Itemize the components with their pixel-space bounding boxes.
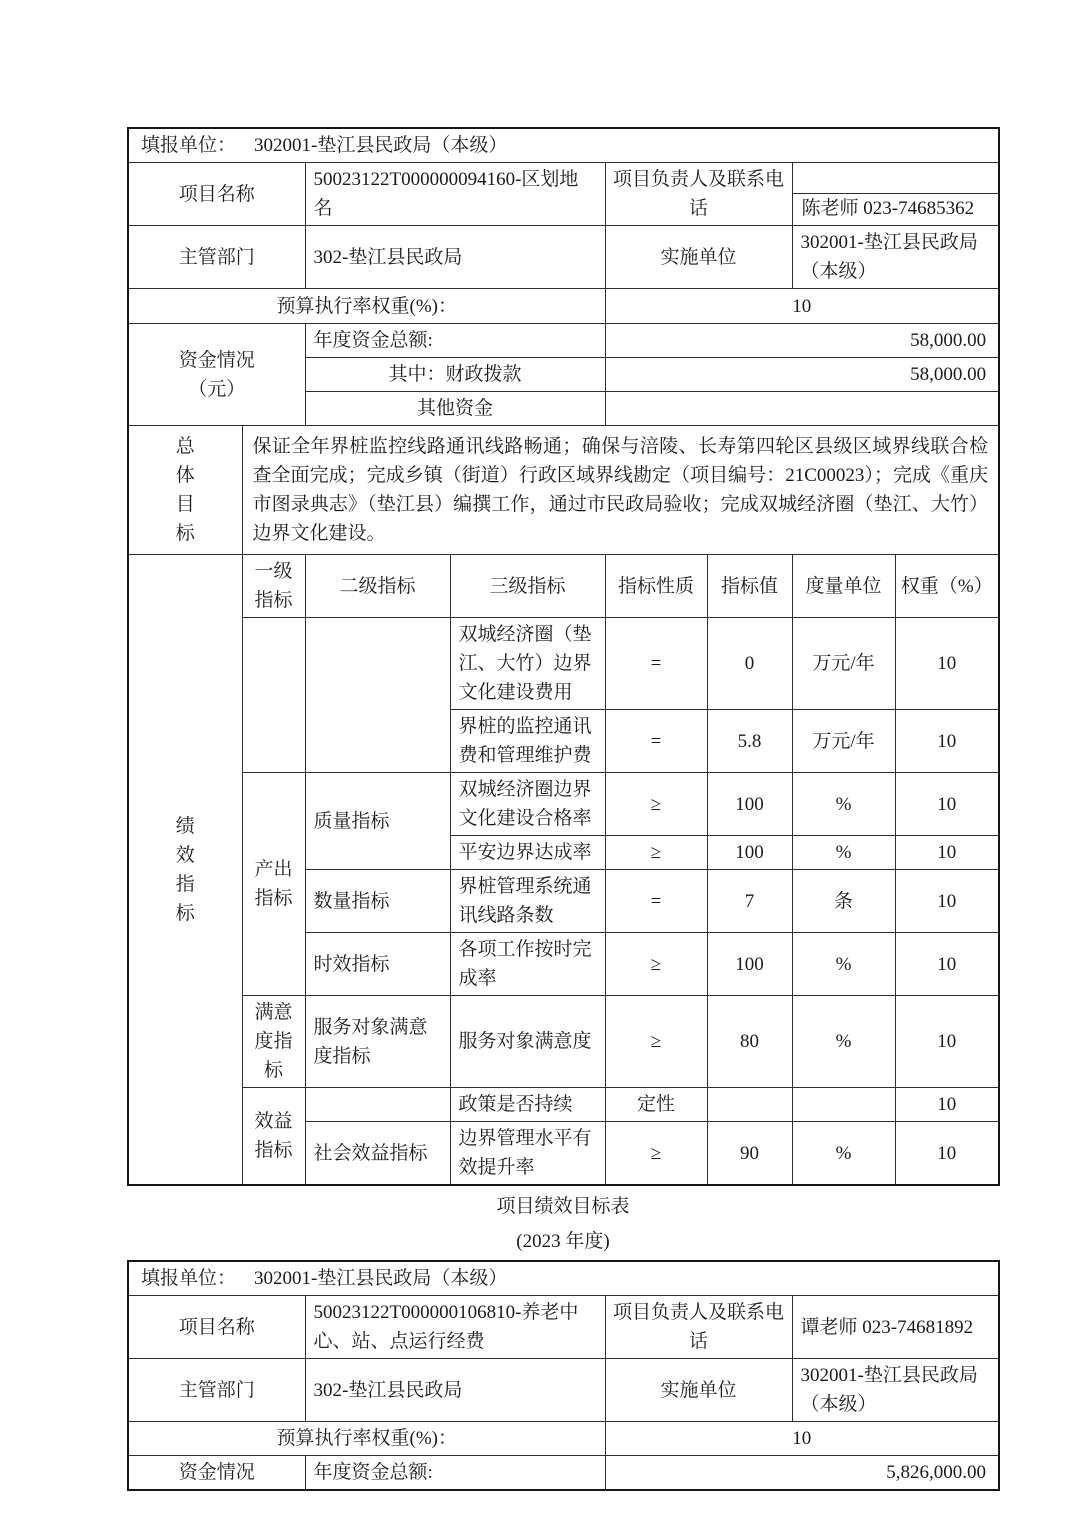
unit-cell: % — [792, 933, 895, 996]
budget-weight-label: 预算执行率权重(%)： — [128, 1422, 605, 1456]
page-title: 项目绩效目标表 — [496, 1196, 630, 1217]
unit-cell: % — [792, 996, 895, 1088]
weight-cell: 10 — [895, 773, 999, 836]
indicator-value-cell: 80 — [707, 996, 792, 1088]
dept-value: 302-垫江县民政局 — [305, 1359, 605, 1422]
department-row — [128, 1359, 999, 1422]
project-name-label: 项目名称 — [128, 163, 305, 226]
manager-label: 项目负责人及联系电话 — [605, 1296, 792, 1359]
indicator-nature-cell: ≥ — [605, 996, 707, 1088]
manager-value: 陈老师 023-74685362 — [801, 197, 975, 219]
unit-cell — [792, 1088, 895, 1122]
budget-weight-row — [128, 289, 999, 324]
manager-value-empty — [793, 166, 999, 194]
report-unit-cell — [128, 1261, 999, 1296]
funds-row-total — [128, 1456, 999, 1491]
unit-cell: 条 — [792, 870, 895, 933]
indicators-label-cell — [128, 555, 242, 1186]
indicator-value-cell: 100 — [707, 933, 792, 996]
overall-goal-label: 总体目标 — [175, 436, 195, 544]
funds-total-label: 年度资金总额: — [305, 324, 605, 358]
level3-indicator-cell: 双城经济圈边界文化建设合格率 — [450, 773, 605, 836]
project-name-value: 50023122T000000106810-养老中心、站、点运行经费 — [305, 1296, 605, 1359]
level3-indicator-cell: 政策是否持续 — [450, 1088, 605, 1122]
weight-cell: 10 — [895, 618, 999, 710]
impl-label: 实施单位 — [605, 1359, 792, 1422]
overall-goal-row — [128, 426, 999, 555]
indicator-nature-cell: ≥ — [605, 1122, 707, 1186]
report-unit-label: 填报单位： — [141, 135, 237, 156]
level1-indicator-cell — [242, 1088, 305, 1186]
indicator-value-cell — [707, 1088, 792, 1122]
dept-value: 302-垫江县民政局 — [305, 226, 605, 289]
report-unit-value: 302001-垫江县民政局（本级） — [254, 1268, 508, 1289]
weight-cell: 10 — [895, 710, 999, 773]
budget-weight-label: 预算执行率权重(%)： — [128, 289, 605, 324]
overall-goal-text: 保证全年界桩监控线路通讯线路畅通；确保与涪陵、长寿第四轮区县级区域界线联合检查全面完成；完成乡镇（街道）行政区域界线勘定（项目编号：21C00023）；完成《重庆市图录典志》（垫江县）编撰工作，通过市民政局验收；完成双城经济圈（垫江、大竹）边界文化建设。 — [242, 426, 999, 555]
level3-indicator-cell: 边界管理水平有效提升率 — [450, 1122, 605, 1186]
indicator-value-cell: 100 — [707, 773, 792, 836]
level3-indicator-cell: 界桩的监控通讯费和管理维护费 — [450, 710, 605, 773]
unit-cell: 万元/年 — [792, 618, 895, 710]
indicator-row — [128, 773, 999, 836]
indicator-value-cell: 7 — [707, 870, 792, 933]
indicator-nature-cell: ≥ — [605, 773, 707, 836]
manager-label: 项目负责人及联系电话 — [605, 163, 792, 226]
indicator-header-row — [128, 555, 999, 618]
level1-indicator-cell — [242, 996, 305, 1088]
indicator-nature-cell: = — [605, 618, 707, 710]
level2-indicator-cell: 数量指标 — [305, 870, 450, 933]
impl-value: 302001-垫江县民政局（本级） — [792, 226, 999, 289]
weight-cell: 10 — [895, 870, 999, 933]
indicator-nature-cell: = — [605, 710, 707, 773]
funds-fiscal-label: 其中：财政拨款 — [305, 358, 605, 392]
impl-value: 302001-垫江县民政局（本级） — [792, 1359, 999, 1422]
header-weight: 权重（%） — [895, 555, 999, 618]
unit-cell: % — [792, 836, 895, 870]
level2-indicator-cell: 服务对象满意度指标 — [305, 996, 450, 1088]
level2-indicator-cell — [305, 1088, 450, 1122]
indicator-value-cell: 0 — [707, 618, 792, 710]
level3-indicator-cell: 界桩管理系统通讯线路条数 — [450, 870, 605, 933]
level3-indicator-cell: 服务对象满意度 — [450, 996, 605, 1088]
manager-value: 谭老师 023-74681892 — [792, 1296, 999, 1359]
indicator-nature-cell: = — [605, 870, 707, 933]
level1-indicator-text: 满意度指标 — [254, 1002, 293, 1081]
funds-label: 资金情况（元） — [178, 349, 255, 400]
dept-label: 主管部门 — [128, 226, 305, 289]
header-unit: 度量单位 — [792, 555, 895, 618]
funds-total-value: 58,000.00 — [605, 324, 999, 358]
project-name-value: 50023122T000000094160-区划地名 — [305, 163, 605, 226]
indicator-nature-cell: ≥ — [605, 836, 707, 870]
project-name-row — [128, 1296, 999, 1359]
unit-cell: 万元/年 — [792, 710, 895, 773]
indicator-row — [128, 996, 999, 1088]
level1-indicator-text: 产出指标 — [254, 859, 293, 909]
level3-indicator-cell: 各项工作按时完成率 — [450, 933, 605, 996]
project-table-2 — [127, 1260, 1000, 1491]
document-content — [127, 127, 999, 1491]
project-name-row — [128, 163, 999, 226]
report-unit-label: 填报单位： — [141, 1268, 237, 1289]
budget-weight-row — [128, 1422, 999, 1456]
weight-cell: 10 — [895, 996, 999, 1088]
indicators-label: 绩效指标 — [175, 815, 195, 924]
indicator-value-cell: 5.8 — [707, 710, 792, 773]
page-subtitle: (2023 年度) — [516, 1231, 610, 1252]
indicator-value-cell: 100 — [707, 836, 792, 870]
dept-label: 主管部门 — [128, 1359, 305, 1422]
funds-total-label: 年度资金总额: — [305, 1456, 605, 1491]
indicator-nature-cell: 定性 — [605, 1088, 707, 1122]
level2-indicator-cell — [305, 618, 450, 773]
level3-indicator-cell: 平安边界达成率 — [450, 836, 605, 870]
header-nature: 指标性质 — [605, 555, 707, 618]
indicator-row — [128, 618, 999, 710]
funds-other-value — [605, 392, 999, 426]
report-unit-row — [128, 1261, 999, 1296]
weight-cell: 10 — [895, 933, 999, 996]
project-name-label: 项目名称 — [128, 1296, 305, 1359]
weight-cell: 10 — [895, 1088, 999, 1122]
overall-goal-label-cell — [128, 426, 242, 555]
funds-other-label: 其他资金 — [305, 392, 605, 426]
level1-indicator-text: 效益指标 — [254, 1111, 293, 1161]
level2-indicator-cell: 时效指标 — [305, 933, 450, 996]
level1-indicator-cell — [242, 618, 305, 773]
level1-indicator-cell — [242, 773, 305, 996]
budget-weight-value: 10 — [605, 289, 999, 324]
report-unit-cell — [128, 128, 999, 163]
funds-row-total — [128, 324, 999, 358]
header-level3: 三级指标 — [450, 555, 605, 618]
weight-cell: 10 — [895, 1122, 999, 1186]
department-row — [128, 226, 999, 289]
header-value: 指标值 — [707, 555, 792, 618]
funds-label-cell — [128, 324, 305, 426]
level2-indicator-cell: 社会效益指标 — [305, 1122, 450, 1186]
report-unit-value: 302001-垫江县民政局（本级） — [254, 135, 508, 156]
indicator-nature-cell: ≥ — [605, 933, 707, 996]
level3-indicator-cell: 双城经济圈（垫江、大竹）边界文化建设费用 — [450, 618, 605, 710]
funds-label: 资金情况 — [128, 1456, 305, 1491]
manager-value-cell — [792, 163, 999, 226]
funds-fiscal-value: 58,000.00 — [605, 358, 999, 392]
unit-cell: % — [792, 773, 895, 836]
indicator-row — [128, 1088, 999, 1122]
weight-cell: 10 — [895, 836, 999, 870]
funds-total-value: 5,826,000.00 — [605, 1456, 999, 1491]
budget-weight-value: 10 — [605, 1422, 999, 1456]
unit-cell: % — [792, 1122, 895, 1186]
level2-indicator-cell: 质量指标 — [305, 773, 450, 870]
project-table-1 — [127, 127, 1000, 1186]
indicator-value-cell: 90 — [707, 1122, 792, 1186]
impl-label: 实施单位 — [605, 226, 792, 289]
header-level1: 一级指标 — [242, 555, 305, 618]
header-level2: 二级指标 — [305, 555, 450, 618]
report-unit-row — [128, 128, 999, 163]
